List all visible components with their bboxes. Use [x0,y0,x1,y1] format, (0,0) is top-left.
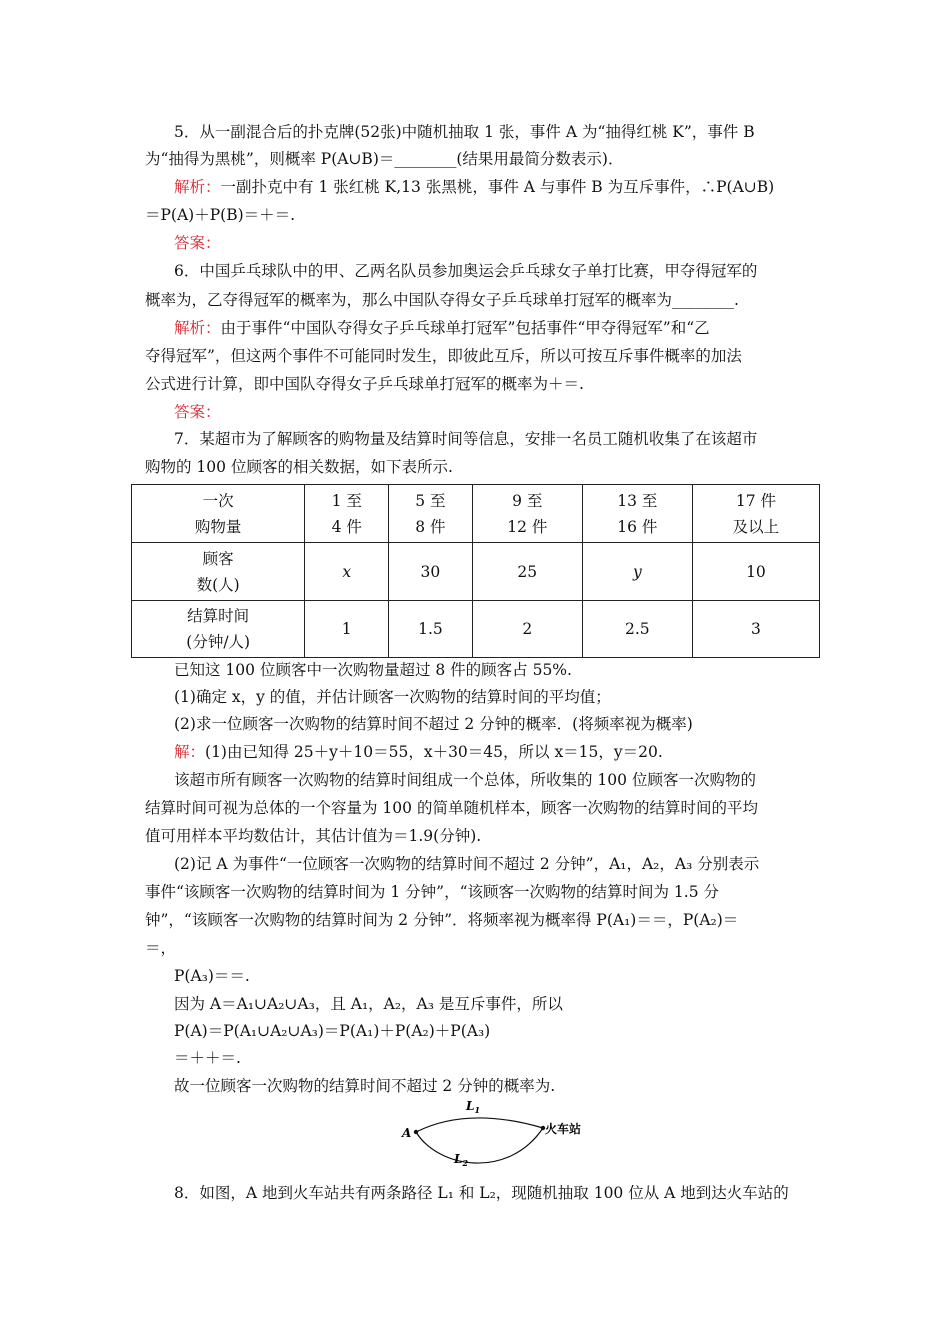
table-cell: 结算时间 (分钟/人) [132,601,305,658]
q6-jiexi-line-2: 夺得冠军”，但这两个事件不可能同时发生，即彼此互斥，所以可按互斥事件概率的加法 [145,347,742,365]
table-cell: 25 [472,543,582,601]
q7-sol2-8: ＝＋＋＝. [174,1049,241,1067]
shopping-data-table [131,484,820,658]
q5-jiexi-line-2: ＝P(A)＋P(B)＝＋＝. [145,206,296,224]
q6-jiexi-line-1 [174,317,844,339]
q7-sol2-4: ＝， [145,939,177,957]
table-cell: 5 至 8 件 [389,485,473,543]
point-a-label: A [402,1126,412,1140]
q7-sol2-6: 因为 A＝A₁∪A₂∪A₃，且 A₁，A₂，A₃ 是互斥事件，所以 [174,995,563,1013]
q7-line-2: 购物的 100 位顾客的相关数据，如下表所示. [145,458,453,476]
table-cell: y [582,543,692,601]
table-cell: 10 [692,543,819,601]
table-cell: 13 至 16 件 [582,485,692,543]
q5-line-2: 为“抽得为黑桃”，则概率 P(A∪B)＝________(结果用最简分数表示)． [145,150,624,168]
q7-line-1: 7．某超市为了解顾客的购物量及结算时间等信息，安排一名员工随机收集了在该超市 [174,430,758,448]
table-cell: 一次 购物量 [132,485,305,543]
q7-sub-1: (1)确定 x，y 的值，并估计顾客一次购物的结算时间的平均值； [174,688,611,706]
table-cell: 9 至 12 件 [472,485,582,543]
point-a-dot [414,1130,418,1134]
q7-sol2-3: 钟”，“该顾客一次购物的结算时间为 2 分钟”．将频率视为概率得 P(A₁)＝＝，P(A₂)＝ [145,911,739,929]
q6-line-1: 6．中国乒乓球队中的甲、乙两名队员参加奥运会乒乓球女子单打比赛，甲夺得冠军的 [174,262,758,280]
q7-after-table: 已知这 100 位顾客中一次购物量超过 8 件的顾客占 55%. [174,661,572,679]
q6-jiexi-line-3: 公式进行计算，即中国队夺得女子乒乓球单打冠军的概率为＋＝. [145,375,584,393]
q7-para-2: 结算时间可视为总体的一个容量为 100 的简单随机样本，顾客一次购物的结算时间的平均 [145,799,758,817]
table-cell: 1 [305,601,389,658]
q7-sol2-9: 故一位顾客一次购物的结算时间不超过 2 分钟的概率为. [174,1077,556,1095]
table-cell: 顾客 数(人) [132,543,305,601]
table-cell: x [305,543,389,601]
table-cell: 1.5 [389,601,473,658]
q7-jie-text: (1)由已知得 25＋y＋10＝55，x＋30＝45，所以 x＝15，y＝20. [205,743,663,761]
table-row [132,485,820,543]
q5-jiexi-text: 一副扑克中有 1 张红桃 K,13 张黑桃，事件 A 与事件 B 为互斥事件，∴P(A∪B) [220,178,775,196]
q5-line-1: 5．从一副混合后的扑克牌(52张)中随机抽取 1 张，事件 A 为“抽得红桃 K”，事件 B [174,123,755,141]
q7-sub-2: (2)求一位顾客一次购物的结算时间不超过 2 分钟的概率．(将频率视为概率) [174,715,693,733]
q7-sol2-1: (2)记 A 为事件“一位顾客一次购物的结算时间不超过 2 分钟”，A₁，A₂，A₃ 分别表示 [174,855,760,873]
q6-jiexi-text: 由于事件“中国队夺得女子乒乓球单打冠军”包括事件“甲夺得冠军”和“乙 [220,319,710,337]
q7-sol2-5: P(A₃)＝＝. [174,967,250,985]
q7-para-1: 该超市所有顾客一次购物的结算时间组成一个总体，所收集的 100 位顾客一次购物的 [174,771,756,789]
q7-sol2-7: P(A)＝P(A₁∪A₂∪A₃)＝P(A₁)＋P(A₂)＋P(A₃) [174,1022,491,1040]
table-row [132,543,820,601]
q7-sol2-2: 事件“该顾客一次购物的结算时间为 1 分钟”，“该顾客一次购物的结算时间为 1.5 分 [145,883,719,901]
jiexi-label: 解析： [174,319,221,337]
table-cell: 2 [472,601,582,658]
q7-para-3: 值可用样本平均数估计，其估计值为＝1.9(分钟). [145,827,482,845]
table-cell: 1 至 4 件 [305,485,389,543]
route-diagram [398,1098,588,1173]
table-cell: 3 [692,601,819,658]
q6-line-2: 概率为，乙夺得冠军的概率为，那么中国队夺得女子乒乓球单打冠军的概率为________. [145,291,739,309]
table-row [132,601,820,658]
q5-answer-label: 答案： [174,234,221,252]
q8-line-1: 8．如图，A 地到火车站共有两条路径 L₁ 和 L₂，现随机抽取 100 位从 A 地到达火车站的 [174,1184,789,1202]
path-l1 [416,1118,543,1132]
l1-label: $L_1$ [466,1099,481,1115]
l2-label: $L_2$ [454,1152,469,1168]
table-cell: 30 [389,543,473,601]
table-cell: 2.5 [582,601,692,658]
jiexi-label: 解析： [174,178,221,196]
jie-label: 解： [174,743,206,761]
table-cell: 17 件 及以上 [692,485,819,543]
q5-jiexi-line-1 [174,176,844,198]
q7-jie-line [174,741,844,763]
q6-answer-label: 答案： [174,403,221,421]
path-l2 [416,1128,543,1163]
station-label: 火车站 [545,1122,582,1136]
